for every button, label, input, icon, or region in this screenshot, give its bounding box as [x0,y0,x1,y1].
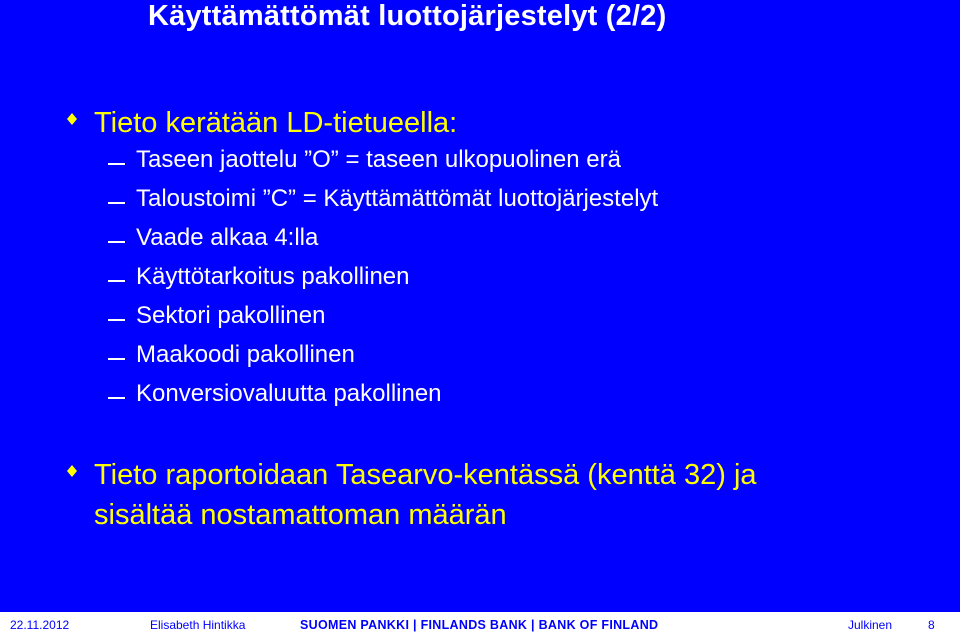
list-item [0,339,960,377]
dash-icon [108,202,125,204]
yellow-diamond-icon [67,465,77,477]
list-item [0,378,960,416]
list-item [0,261,960,299]
list-item [0,222,960,260]
list-item-text: Käyttötarkoitus pakollinen [136,263,410,290]
footer-author: Elisabeth Hintikka [150,618,246,632]
slide-footer [0,612,960,636]
dash-icon [108,319,125,321]
dash-icon [108,280,125,282]
footer-classification: Julkinen [848,618,893,632]
list-item-text: Taloustoimi ”C” = Käyttämättömät luottojärjestelyt [136,185,659,212]
bullet-2-line-2: sisältää nostamattoman määrän [94,499,507,531]
dash-icon [108,397,125,399]
list-item [0,300,960,338]
list-item [0,144,960,182]
bullet-2-line-1: Tieto raportoidaan Tasearvo-kentässä (kenttä 32) ja [94,459,757,491]
list-item-text: Sektori pakollinen [136,302,326,329]
dash-icon [108,358,125,360]
list-item-text: Konversiovaluutta pakollinen [136,380,442,407]
list-item-text: Maakoodi pakollinen [136,341,355,368]
list-item-text: Taseen jaottelu ”O” = taseen ulkopuolinen erä [136,146,621,173]
footer-bank-name: SUOMEN PANKKI | FINLANDS BANK | BANK OF FINLAND [300,618,659,632]
list-item [0,183,960,221]
slide-title: Käyttämättömät luottojärjestelyt (2/2) [148,0,667,32]
footer-page-number: 8 [928,618,935,632]
footer-date: 22.11.2012 [10,618,70,632]
dash-icon [108,241,125,243]
dash-icon [108,163,125,165]
list-item-text: Vaade alkaa 4:lla [136,224,319,251]
yellow-diamond-icon [67,113,77,125]
bullet-1-text: Tieto kerätään LD-tietueella: [94,107,458,139]
